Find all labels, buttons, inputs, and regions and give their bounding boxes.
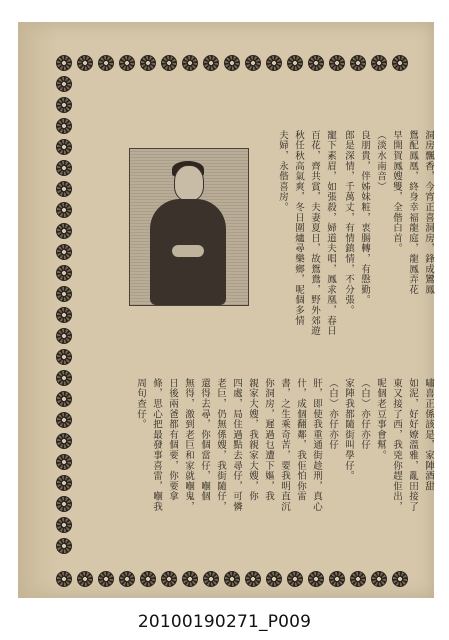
border-rosette-ornament <box>392 55 408 71</box>
border-rosette-ornament <box>161 55 177 71</box>
border-rosette-ornament <box>266 571 282 587</box>
lower-column-8: 肝，即使我重通街趁刑，真心 <box>311 378 322 512</box>
border-rosette-ornament <box>77 55 93 71</box>
border-rosette-ornament <box>56 412 72 428</box>
border-rosette-ornament <box>392 571 408 587</box>
border-rosette-ornament <box>119 55 135 71</box>
lower-column-11: 你洞房，遲過乜遭下嫗，我 <box>263 378 274 502</box>
border-rosette-ornament <box>56 244 72 260</box>
upper-column-1: 洞房飄香，今宵正喜洞房，鋒成鸞鳳 <box>423 130 434 295</box>
border-rosette-ornament <box>350 571 366 587</box>
border-rosette-ornament <box>56 76 72 92</box>
border-rosette-ornament <box>245 571 261 587</box>
border-rosette-ornament <box>119 571 135 587</box>
border-rosette-ornament <box>287 55 303 71</box>
border-rosette-ornament <box>56 496 72 512</box>
border-rosette-ornament <box>77 571 93 587</box>
border-rosette-ornament <box>98 55 114 71</box>
lower-column-16: 無得，激到老巨和家就嗰鬼， <box>183 378 194 512</box>
border-rosette-ornament <box>224 571 240 587</box>
image-id-caption: 20100190271_P009 <box>137 612 312 632</box>
upper-column-10: 夫婦，永偕喜房。 <box>277 130 288 213</box>
border-rosette-ornament <box>266 55 282 71</box>
border-rosette-ornament <box>56 328 72 344</box>
lower-column-17: 日後兩爸都有個要，你要拿 <box>167 378 178 502</box>
border-rosette-ornament <box>56 97 72 113</box>
border-rosette-ornament <box>56 307 72 323</box>
border-rosette-ornament <box>350 55 366 71</box>
lower-column-1: 嘯喜正係該是，家陣酒甜 <box>423 378 434 492</box>
border-rosette-ornament <box>182 571 198 587</box>
lower-column-19: 周旬查仔。 <box>135 378 146 430</box>
border-rosette-ornament <box>308 55 324 71</box>
upper-column-7: 寵下素眉，如張殺，婦道夫唱，鳳求凰，春日 <box>325 130 336 336</box>
border-rosette-ornament <box>56 454 72 470</box>
border-rosette-ornament <box>203 571 219 587</box>
border-rosette-ornament <box>56 118 72 134</box>
border-rosette-ornament <box>98 571 114 587</box>
lower-column-13: 四處，局住過點去尋仔，可憐 <box>231 378 242 512</box>
border-rosette-ornament <box>56 286 72 302</box>
border-rosette-ornament <box>371 55 387 71</box>
upper-column-5: 良朋貴，伴姊妹粧，衷腸轉，有慇勤。 <box>359 130 370 306</box>
lower-column-18: 條，思心把最發事喜雷，嗰我 <box>151 378 162 512</box>
border-rosette-ornament <box>329 571 345 587</box>
border-rosette-ornament <box>56 223 72 239</box>
border-rosette-ornament <box>56 349 72 365</box>
border-rosette-ornament <box>56 160 72 176</box>
lower-column-2: 如泥，好好嫽溫雅，亂田接了 <box>407 378 418 512</box>
border-rosette-ornament <box>56 517 72 533</box>
border-rosette-ornament <box>56 370 72 386</box>
upper-column-6: 郎是深情，千萬丈，有情鎮情，不分張。 <box>343 130 354 316</box>
lower-column-15: 還得去尋，你個當仔，嗰個 <box>199 378 210 502</box>
lower-column-5: （白）亦仔亦仔 <box>359 378 370 451</box>
ornamental-border <box>56 55 428 587</box>
border-rosette-ornament <box>56 433 72 449</box>
upper-column-8: 百花，齊共賞，夫妻夏日，故鴛鴦，野外郊遊 <box>309 130 320 336</box>
lower-column-9: 什，成個翻鄰，我佢怕你雷 <box>295 378 306 502</box>
lower-column-14: 老巨，仍無係嫂，我街隨仔， <box>215 378 226 512</box>
border-rosette-ornament <box>56 571 72 587</box>
border-rosette-ornament <box>56 202 72 218</box>
border-rosette-ornament <box>161 571 177 587</box>
newspaper-page <box>18 22 434 598</box>
border-rosette-ornament <box>203 55 219 71</box>
border-rosette-ornament <box>371 571 387 587</box>
upper-column-9: 秋任秋高氣爽，冬日圍爐尋樂鄉，呢個多情 <box>293 130 304 326</box>
border-rosette-ornament <box>329 55 345 71</box>
border-rosette-ornament <box>56 475 72 491</box>
border-rosette-ornament <box>287 571 303 587</box>
border-rosette-ornament <box>56 139 72 155</box>
upper-column-2: 鴛配鳳凰，終身幸福龍庭，龍鳳弄花 <box>407 130 418 295</box>
lower-column-3: 東又接了西，我兇你趕佢出， <box>391 378 402 512</box>
portrait-photo <box>129 148 249 306</box>
border-rosette-ornament <box>56 538 72 554</box>
lower-column-4: 呢個老豆事會幫。 <box>375 378 386 461</box>
upper-column-4: （淡水南音） <box>375 130 386 192</box>
border-rosette-ornament <box>308 571 324 587</box>
border-rosette-ornament <box>56 181 72 197</box>
border-rosette-ornament <box>56 55 72 71</box>
border-rosette-ornament <box>56 265 72 281</box>
lower-column-10: 書，之生乘奇苦，要我明直沉 <box>279 378 290 512</box>
lower-column-6: 家陣我都隨街叫學仔。 <box>343 378 354 481</box>
border-rosette-ornament <box>245 55 261 71</box>
border-rosette-ornament <box>56 391 72 407</box>
border-rosette-ornament <box>224 55 240 71</box>
lower-column-7: （白）亦仔亦仔 <box>327 378 338 451</box>
lower-column-12: 親家大嫂，我親家大嫂，你 <box>247 378 258 502</box>
upper-column-3: 早開賀鳳嫂雙，全偕白首。 <box>391 130 402 254</box>
border-rosette-ornament <box>140 571 156 587</box>
border-rosette-ornament <box>140 55 156 71</box>
border-rosette-ornament <box>182 55 198 71</box>
